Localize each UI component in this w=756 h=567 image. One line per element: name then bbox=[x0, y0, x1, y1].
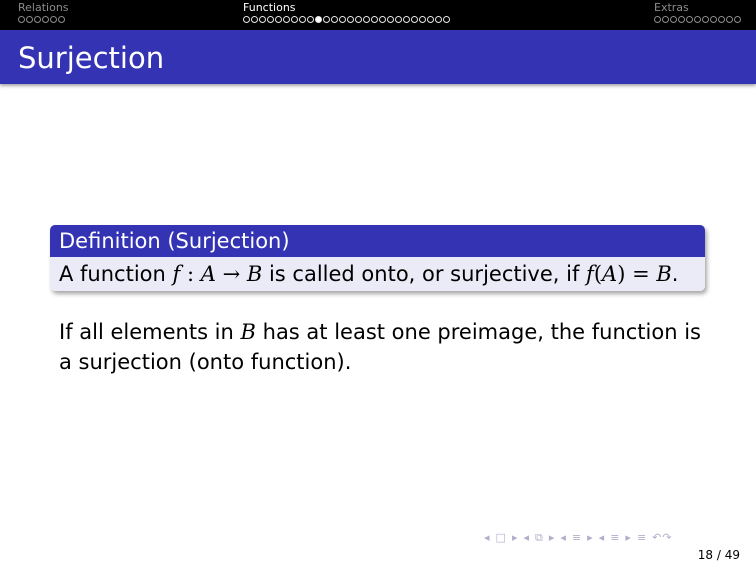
definition-body bbox=[50, 257, 705, 291]
next-subsection-icon[interactable]: ▸ bbox=[587, 531, 594, 544]
frame-dot[interactable] bbox=[662, 16, 669, 23]
nav-section-dots bbox=[18, 16, 69, 25]
frame-dot[interactable] bbox=[355, 16, 362, 23]
navigation-bar bbox=[0, 0, 756, 30]
next-frame-icon[interactable]: ▸ bbox=[548, 531, 556, 544]
frame-dot[interactable] bbox=[395, 16, 402, 23]
frame-dot[interactable] bbox=[34, 16, 41, 23]
prev-frame-icon[interactable]: ◂ bbox=[523, 531, 530, 544]
frame-dot[interactable] bbox=[331, 16, 338, 23]
definition-text: A function bbox=[59, 262, 173, 286]
frame-dot[interactable] bbox=[291, 16, 298, 23]
nav-section-title[interactable]: Functions bbox=[243, 1, 296, 14]
paragraph-text: has at least one preimage, the function is a surjection (onto function). bbox=[59, 320, 701, 374]
toc-icon[interactable]: ≡ bbox=[636, 531, 648, 544]
frame-dot[interactable] bbox=[243, 16, 250, 23]
nav-section-relations[interactable] bbox=[18, 1, 69, 25]
definition-text: is called onto, or surjective, if bbox=[262, 262, 587, 286]
frame-dot[interactable] bbox=[411, 16, 418, 23]
prev-slide-icon[interactable]: ◂ bbox=[484, 531, 491, 544]
frame-title: Surjection bbox=[18, 41, 165, 75]
nav-section-extras[interactable] bbox=[654, 1, 742, 25]
frame-dot[interactable] bbox=[42, 16, 49, 23]
frame-dot[interactable] bbox=[299, 16, 306, 23]
body-paragraph bbox=[59, 317, 709, 377]
slide-icon[interactable]: □ bbox=[495, 531, 507, 544]
frame-dot[interactable] bbox=[275, 16, 282, 23]
math-B: B bbox=[240, 320, 256, 344]
math-B: B bbox=[246, 262, 263, 286]
frame-dot[interactable] bbox=[734, 16, 741, 23]
paragraph-text: If all elements in bbox=[59, 320, 241, 344]
frame-dot[interactable] bbox=[435, 16, 442, 23]
frame-dot[interactable] bbox=[251, 16, 258, 23]
nav-section-functions[interactable] bbox=[243, 1, 451, 25]
frame-dot[interactable] bbox=[443, 16, 450, 23]
navigation-symbols bbox=[484, 531, 678, 547]
prev-section-icon[interactable]: ◂ bbox=[598, 531, 606, 544]
frame-dot[interactable] bbox=[670, 16, 677, 23]
frame-dot[interactable] bbox=[419, 16, 426, 23]
next-section-icon[interactable]: ▸ bbox=[625, 531, 632, 544]
math-paren-close: ) bbox=[617, 262, 626, 286]
frame-dot[interactable] bbox=[259, 16, 266, 23]
frame-dot[interactable] bbox=[678, 16, 685, 23]
frame-dot[interactable] bbox=[323, 16, 330, 23]
math-colon: : bbox=[180, 262, 201, 286]
frame-dot[interactable] bbox=[363, 16, 370, 23]
math-f: f bbox=[586, 262, 594, 286]
frame-dot[interactable] bbox=[710, 16, 717, 23]
frame-title-bar bbox=[0, 30, 756, 84]
math-B: B bbox=[656, 262, 672, 286]
math-paren-open: ( bbox=[593, 262, 603, 286]
nav-section-dots bbox=[243, 16, 451, 25]
frame-dot[interactable] bbox=[26, 16, 33, 23]
search-back-forward-icon[interactable]: ↶↷ bbox=[652, 531, 673, 544]
frame-dot[interactable] bbox=[387, 16, 394, 23]
frame-dot[interactable] bbox=[307, 16, 314, 23]
definition-period: . bbox=[671, 262, 679, 286]
definition-title: Definition (Surjection) bbox=[50, 225, 705, 257]
frame-dot[interactable] bbox=[347, 16, 354, 23]
frame-dot[interactable] bbox=[702, 16, 709, 23]
frame-dot[interactable] bbox=[18, 16, 25, 23]
current-frame-dot[interactable] bbox=[315, 16, 322, 23]
nav-section-title[interactable]: Extras bbox=[654, 1, 689, 14]
prev-subsection-icon[interactable]: ◂ bbox=[560, 531, 567, 544]
frame-dot[interactable] bbox=[654, 16, 661, 23]
section-icon[interactable]: ≡ bbox=[610, 531, 621, 544]
math-A: A bbox=[200, 262, 216, 286]
math-A: A bbox=[602, 262, 618, 286]
frame-dot[interactable] bbox=[371, 16, 378, 23]
definition-block bbox=[50, 225, 705, 291]
frame-dot[interactable] bbox=[283, 16, 290, 23]
subsection-icon[interactable]: ≡ bbox=[571, 531, 583, 544]
nav-section-dots bbox=[654, 16, 742, 25]
math-equals: = bbox=[625, 262, 657, 286]
page-number: 18 / 49 bbox=[697, 548, 740, 562]
frame-dot[interactable] bbox=[686, 16, 693, 23]
frame-dot[interactable] bbox=[339, 16, 346, 23]
frame-dot[interactable] bbox=[718, 16, 725, 23]
frame-dot[interactable] bbox=[50, 16, 57, 23]
math-arrow: → bbox=[215, 262, 247, 286]
frame-dot[interactable] bbox=[58, 16, 65, 23]
next-slide-icon[interactable]: ▸ bbox=[511, 531, 519, 544]
frame-dot[interactable] bbox=[694, 16, 701, 23]
frame-dot[interactable] bbox=[267, 16, 274, 23]
frame-dot[interactable] bbox=[379, 16, 386, 23]
math-f: f bbox=[172, 262, 181, 286]
frame-icon[interactable]: ⧉ bbox=[535, 531, 544, 544]
nav-section-title[interactable]: Relations bbox=[18, 1, 69, 14]
frame-dot[interactable] bbox=[427, 16, 434, 23]
frame-dot[interactable] bbox=[403, 16, 410, 23]
frame-dot[interactable] bbox=[726, 16, 733, 23]
